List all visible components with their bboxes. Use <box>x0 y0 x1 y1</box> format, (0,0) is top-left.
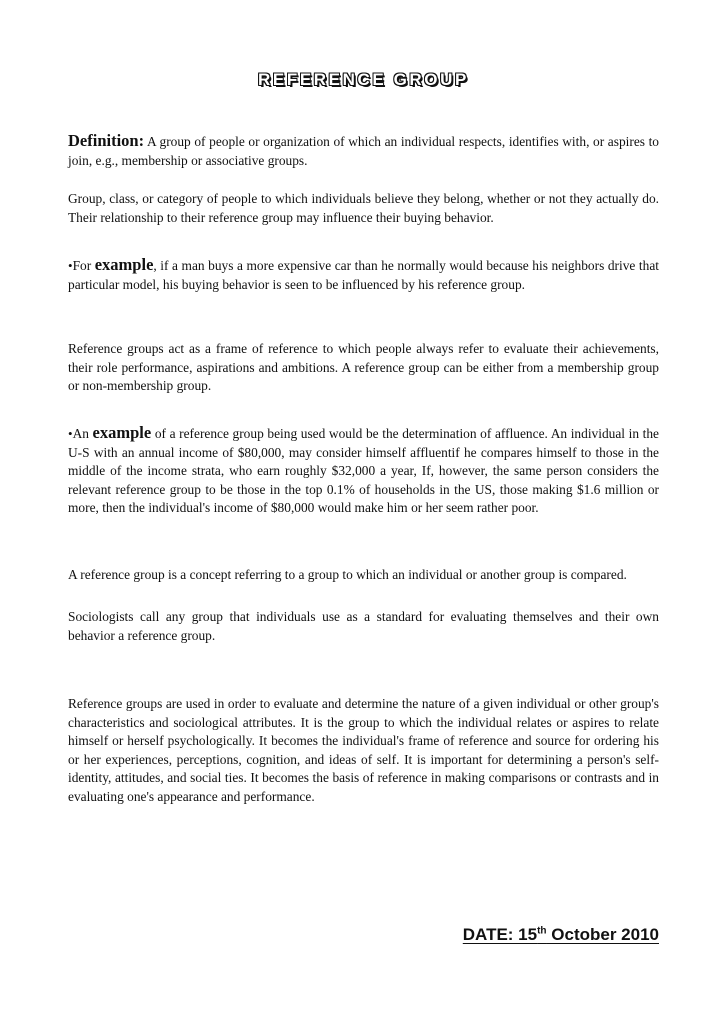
definition-label: Definition: <box>68 131 145 150</box>
definition-paragraph <box>68 132 659 170</box>
used-paragraph: Reference groups are used in order to evaluate and determine the nature of a given individual or other group's characteristics and sociological attributes. It is the group to which the individual relates or aspires to relate himself or herself psychologically. It becomes the individual's frame of reference and source for ordering his or her experiences, perceptions, cognition, and ideas of self. It is important for determining a person's self-identity, attitudes, and social ties. It becomes the basis of reference in making comparisons or contrasts and in evaluating one's appearance and performance. <box>68 696 659 804</box>
bullet-icon: • <box>68 258 73 273</box>
date-ordinal: th <box>537 925 547 937</box>
example-text: of a reference group being used would be the determination of affluence. An individual in the U-S with an annual income of $80,000, may consider himself affluentif he compares himself to those in the middle of the income strata, who earn roughly $32,000 a year, If, however, the same person considers the relevant reference group to be those in the top 0.1% of households in the US, those making $1.6 million or more, then the individual's income of $80,000 would make him or her seem rather poor. <box>68 426 660 515</box>
group-paragraph: Group, class, or category of people to which individuals believe they belong, whether or not they actually do. Their relationship to their reference group may influence their buying behavior. <box>68 191 659 225</box>
definition-text: A group of people or organization of which an individual respects, identifies with, or aspires to join, e.g., membership or associative groups. <box>68 134 659 168</box>
example-keyword: example <box>94 255 154 274</box>
example-prefix: An <box>72 426 93 441</box>
sociologists-paragraph: Sociologists call any group that individuals use as a standard for evaluating themselves and their own behavior a reference group. <box>68 609 659 643</box>
example-text: , if a man buys a more expensive car than he normally would because his neighbors drive that particular model, his buying behavior is seen to be influenced by his reference group. <box>68 258 660 292</box>
example-keyword: example <box>92 423 152 442</box>
concept-paragraph: A reference group is a concept referring to a group to which an individual or another group is compared. <box>68 567 627 582</box>
date-stamp <box>463 925 659 945</box>
date-label: DATE: 15 <box>462 925 538 944</box>
example-paragraph-1 <box>68 256 659 294</box>
bullet-icon: • <box>68 426 73 441</box>
date-rest: October 2010 <box>546 925 659 944</box>
document-page <box>68 0 659 1030</box>
example-prefix: For <box>72 258 95 273</box>
page-title: REFERENCE GROUP <box>258 70 469 89</box>
example-paragraph-2 <box>68 424 659 518</box>
frame-paragraph: Reference groups act as a frame of reference to which people always refer to evaluate their achievements, their role performance, aspirations and ambitions. A reference group can be either from a membership group or non-membership group. <box>68 341 659 393</box>
